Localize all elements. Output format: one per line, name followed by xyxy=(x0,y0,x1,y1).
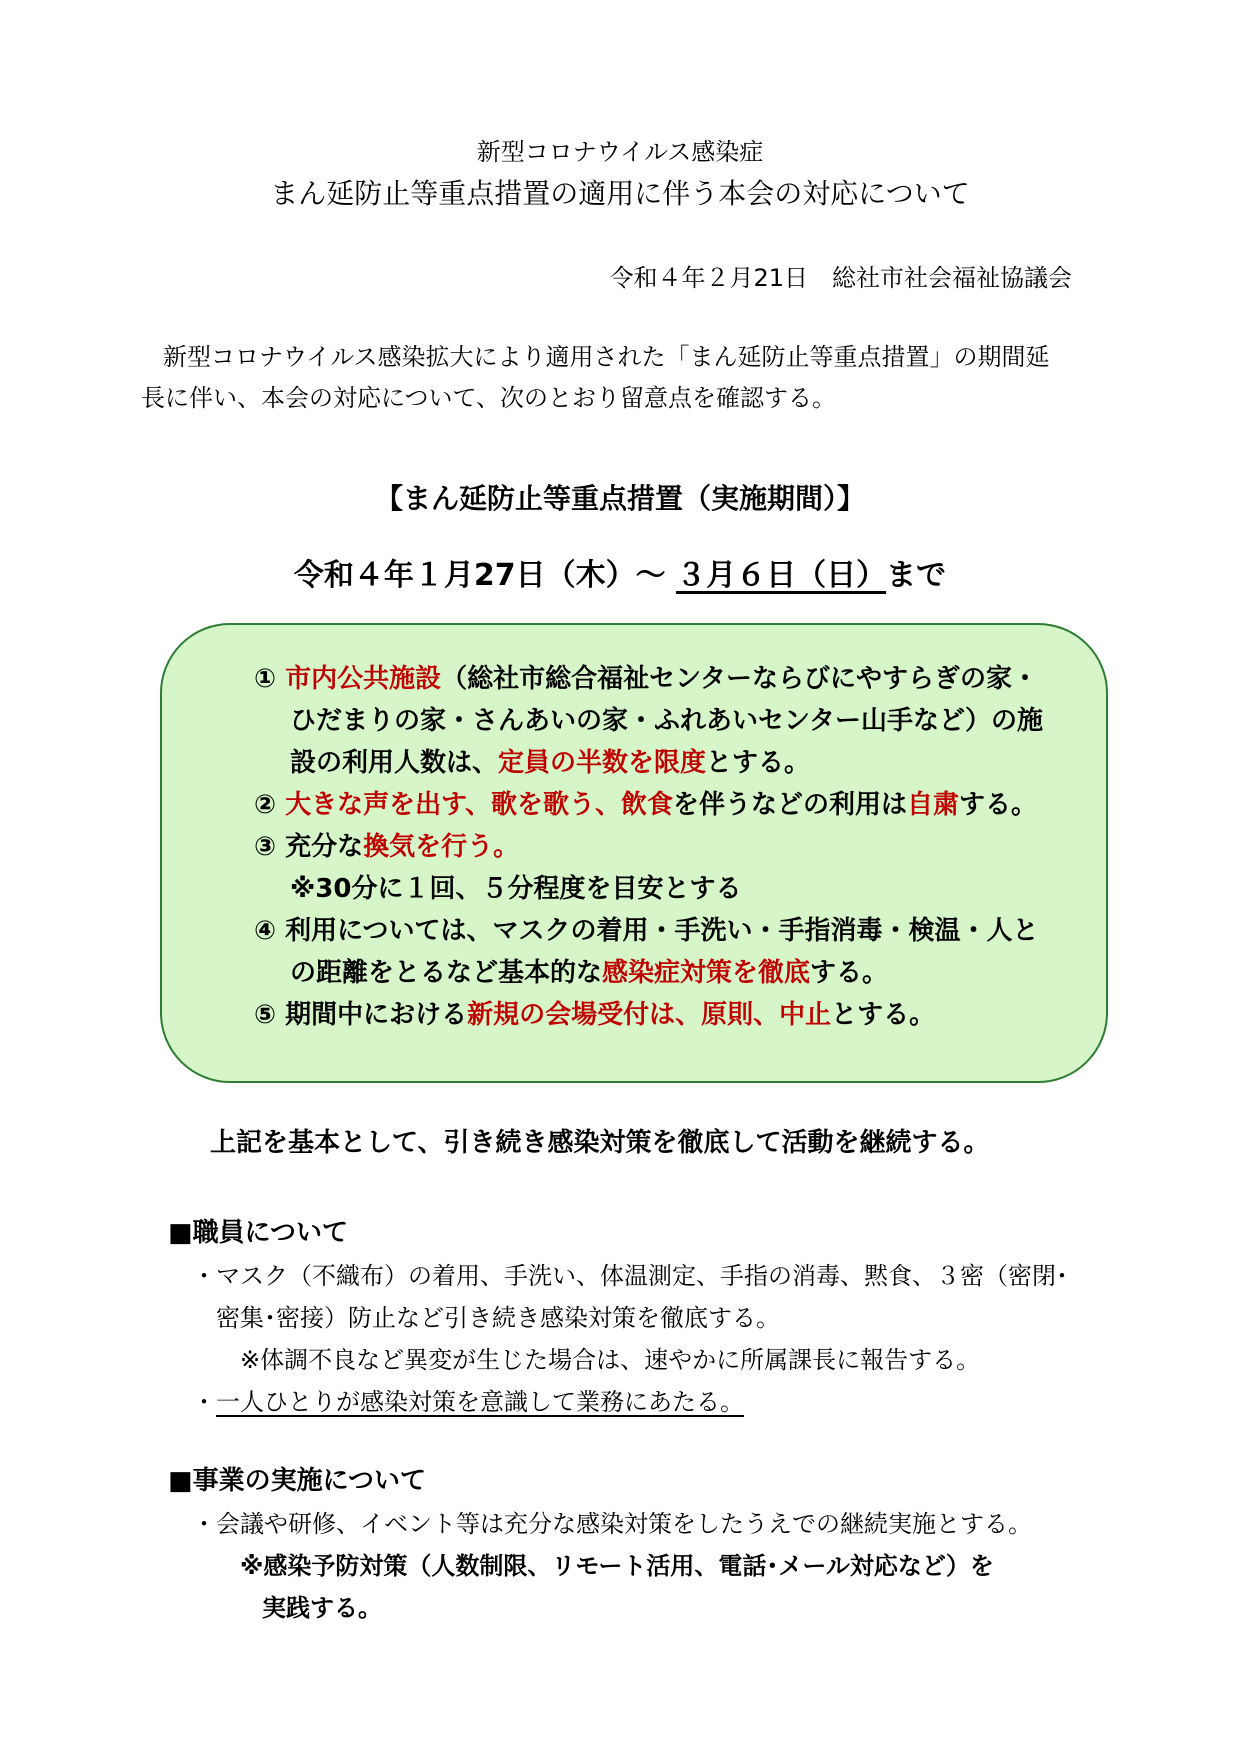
box-item-1-line-2: ひだまりの家・さんあいの家・ふれあいセンター山手など）の施 xyxy=(290,706,1043,736)
measure-heading: 【まん延防止等重点措置（実施期間）】 xyxy=(374,482,865,515)
item-text: する。 xyxy=(959,790,1038,820)
item-text: 設の利用人数は、 xyxy=(290,748,499,778)
staff-heading: ■職員について xyxy=(168,1218,349,1248)
box-item-1-line-3 xyxy=(290,742,810,784)
box-item-3 xyxy=(254,826,519,868)
dateline: 令和４年２月21日 総社市社会福祉協議会 xyxy=(609,264,1072,292)
box-item-3-note: ※30分に１回、５分程度を目安とする xyxy=(290,874,742,904)
item-text: の距離をとるなど基本的な xyxy=(290,958,603,988)
business-heading: ■事業の実施について xyxy=(168,1466,427,1496)
summary-text: 上記を基本として、引き続き感染対策を徹底して活動を継続する。 xyxy=(210,1128,990,1158)
business-note-line-2: 実践する。 xyxy=(262,1594,382,1622)
box-item-4-line-2 xyxy=(290,952,888,994)
item-text: 充分な xyxy=(285,832,364,862)
intro-line-1: 新型コロナウイルス感染拡大により適用された「まん延防止等重点措置」の期間延 xyxy=(163,343,1050,371)
bullet-prefix: ・ xyxy=(192,1388,216,1416)
measure-period xyxy=(0,550,1240,594)
item-text: （総社市総合福祉センターならびにやすらぎの家・ xyxy=(441,664,1039,694)
bullet-text: 一人ひとりが感染対策を意識して業務にあたる。 xyxy=(216,1388,744,1416)
highlight-text: 定員の半数を限度 xyxy=(498,748,707,778)
period-suffix: まで xyxy=(886,558,947,593)
highlight-text: 大きな声を出す、歌を歌う、飲食 xyxy=(285,790,673,820)
staff-bullet-1-line-2: 密集･密接）防止など引き続き感染対策を徹底する。 xyxy=(216,1304,780,1332)
item-number: ① xyxy=(254,664,277,694)
highlight-text: 換気を行う。 xyxy=(363,832,520,862)
box-item-1-line-1 xyxy=(254,658,1038,700)
business-note-line-1: ※感染予防対策（人数制限、リモート活用、電話･メール対応など）を xyxy=(240,1552,994,1580)
item-number: ④ xyxy=(254,916,277,946)
item-text: とする。 xyxy=(706,748,811,778)
intro-line-2: 長に伴い、本会の対応について、次のとおり留意点を確認する。 xyxy=(141,384,837,412)
highlight-text: 新規の会場受付は、原則、中止 xyxy=(467,1000,832,1030)
item-text: 期間中における xyxy=(285,1000,468,1030)
period-start: 令和４年１月27日（木）～ xyxy=(293,558,677,593)
business-bullet-1: ・会議や研修、イベント等は充分な感染対策をしたうえでの継続実施とする。 xyxy=(192,1510,1032,1538)
staff-bullet-1-line-1: ・マスク（不織布）の着用、手洗い、体温測定、手指の消毒、黙食、３密（密閉･ xyxy=(192,1262,1068,1290)
item-text: を伴うなどの利用は xyxy=(673,790,908,820)
box-item-4-line-1 xyxy=(254,910,1039,952)
item-number: ⑤ xyxy=(254,1000,277,1030)
highlight-text: 自粛 xyxy=(907,790,960,820)
highlight-text: 市内公共施設 xyxy=(285,664,442,694)
item-number: ② xyxy=(254,790,277,820)
staff-note: ※体調不良など異変が生じた場合は、速やかに所属課長に報告する。 xyxy=(240,1346,981,1374)
item-text: とする。 xyxy=(831,1000,936,1030)
highlight-text: 感染症対策を徹底 xyxy=(602,958,811,988)
box-item-2 xyxy=(254,784,1037,826)
box-item-5 xyxy=(254,994,935,1036)
title-line-1: 新型コロナウイルス感染症 xyxy=(476,138,764,166)
item-text: 利用については、マスクの着用・手洗い・手指消毒・検温・人と xyxy=(285,916,1039,946)
title-line-2: まん延防止等重点措置の適用に伴う本会の対応について xyxy=(270,177,970,210)
period-end: ３月６日（日） xyxy=(676,558,887,593)
item-number: ③ xyxy=(254,832,277,862)
staff-bullet-2 xyxy=(192,1382,744,1417)
item-text: する。 xyxy=(810,958,889,988)
